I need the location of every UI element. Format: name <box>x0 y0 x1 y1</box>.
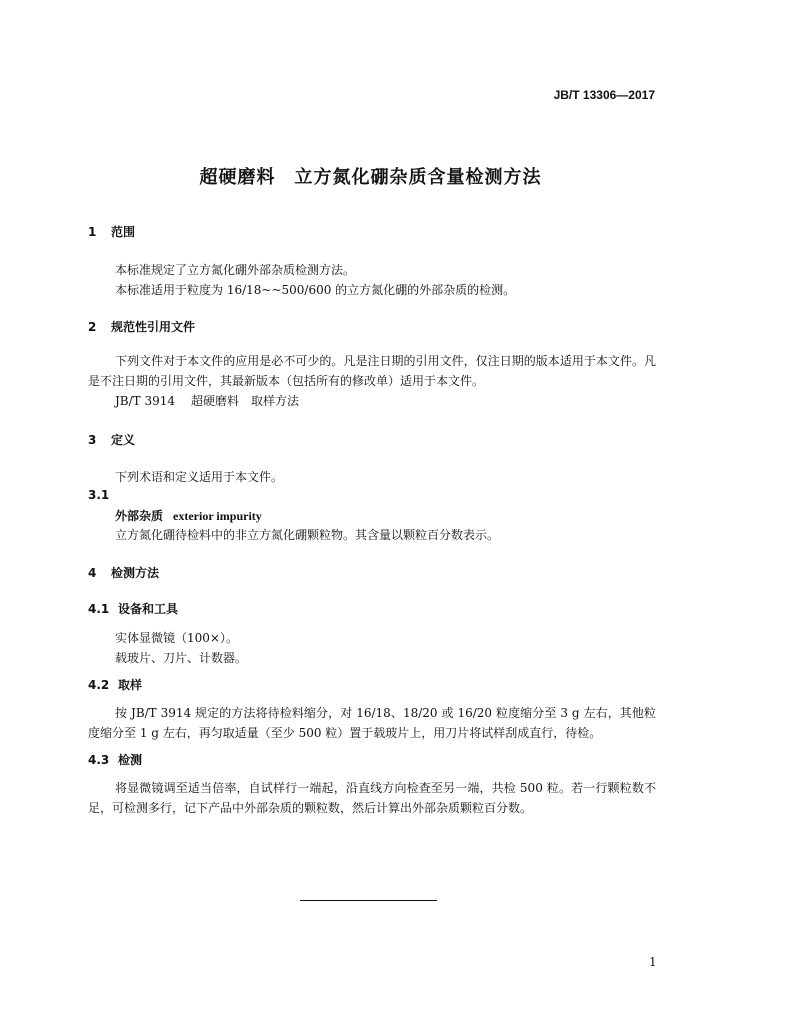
reference-item <box>115 392 299 409</box>
subsection-4-1-heading <box>88 600 178 617</box>
reference-title: 超硬磨料 取样方法 <box>191 394 300 408</box>
inspection-paragraph: 将显微镜调至适当倍率，自试样行一端起，沿直线方向检查至另一端，共检 500 粒。若一行颗粒数不足，可检测多行，记下产品中外部杂质的颗粒数，然后计算出外部杂质颗粒百分数。 <box>88 781 656 815</box>
definitions-intro: 下列术语和定义适用于本文件。 <box>115 470 284 484</box>
subsection-number: 4.1 <box>88 602 110 616</box>
subsection-title: 取样 <box>118 678 143 692</box>
term-line <box>115 507 262 524</box>
section-number: 1 <box>88 225 97 239</box>
section-number: 2 <box>88 320 97 334</box>
subsection-3-1-number: 3.1 <box>88 488 110 502</box>
section-4-heading <box>88 564 159 581</box>
section-2-heading <box>88 318 195 335</box>
sampling-paragraph: 按 JB/T 3914 规定的方法将待检料缩分，对 16/18、18/20 或 16/20 粒度缩分至 3 g 左右，其他粒度缩分至 1 g 左右，再匀取适量（至少 500 粒）置于载玻片上，用刀片将试样刮成直行，待检。 <box>88 706 656 740</box>
subsection-4-3-heading <box>88 751 142 768</box>
section-number: 3 <box>88 433 97 447</box>
standard-code: JB/T 13306—2017 <box>553 88 655 102</box>
scope-line-1: 本标准规定了立方氮化硼外部杂质检测方法。 <box>115 263 356 277</box>
term-chinese: 外部杂质 <box>115 509 164 523</box>
equipment-line-1: 实体显微镜（100×）。 <box>115 631 238 645</box>
section-3-heading <box>88 431 135 448</box>
section-1-heading <box>88 223 135 240</box>
subsection-4-2-heading <box>88 676 142 693</box>
page-number: 1 <box>649 955 657 969</box>
subsection-number: 4.2 <box>88 678 110 692</box>
term-english: exterior impurity <box>173 509 262 523</box>
subsection-title: 设备和工具 <box>118 602 179 616</box>
end-rule <box>300 900 437 901</box>
equipment-line-2: 载玻片、刀片、计数器。 <box>115 651 248 665</box>
section-title: 规范性引用文件 <box>111 320 196 334</box>
scope-line-2: 本标准适用于粒度为 16/18~~500/600 的立方氮化硼的外部杂质的检测。 <box>115 283 516 297</box>
subsection-title: 检测 <box>118 753 143 767</box>
section-number: 4 <box>88 566 97 580</box>
reference-code: JB/T 3914 <box>115 394 176 408</box>
section-title: 范围 <box>111 225 136 239</box>
term-definition: 立方氮化硼待检料中的非立方氮化硼颗粒物。其含量以颗粒百分数表示。 <box>115 528 500 542</box>
subsection-number: 4.3 <box>88 753 110 767</box>
section-title: 检测方法 <box>111 566 160 580</box>
document-title: 超硬磨料 立方氮化硼杂质含量检测方法 <box>199 167 542 188</box>
section-title: 定义 <box>111 433 136 447</box>
normative-references-paragraph: 下列文件对于本文件的应用是必不可少的。凡是注日期的引用文件，仅注日期的版本适用于本文件。凡是不注日期的引用文件，其最新版本（包括所有的修改单）适用于本文件。 <box>88 354 656 388</box>
